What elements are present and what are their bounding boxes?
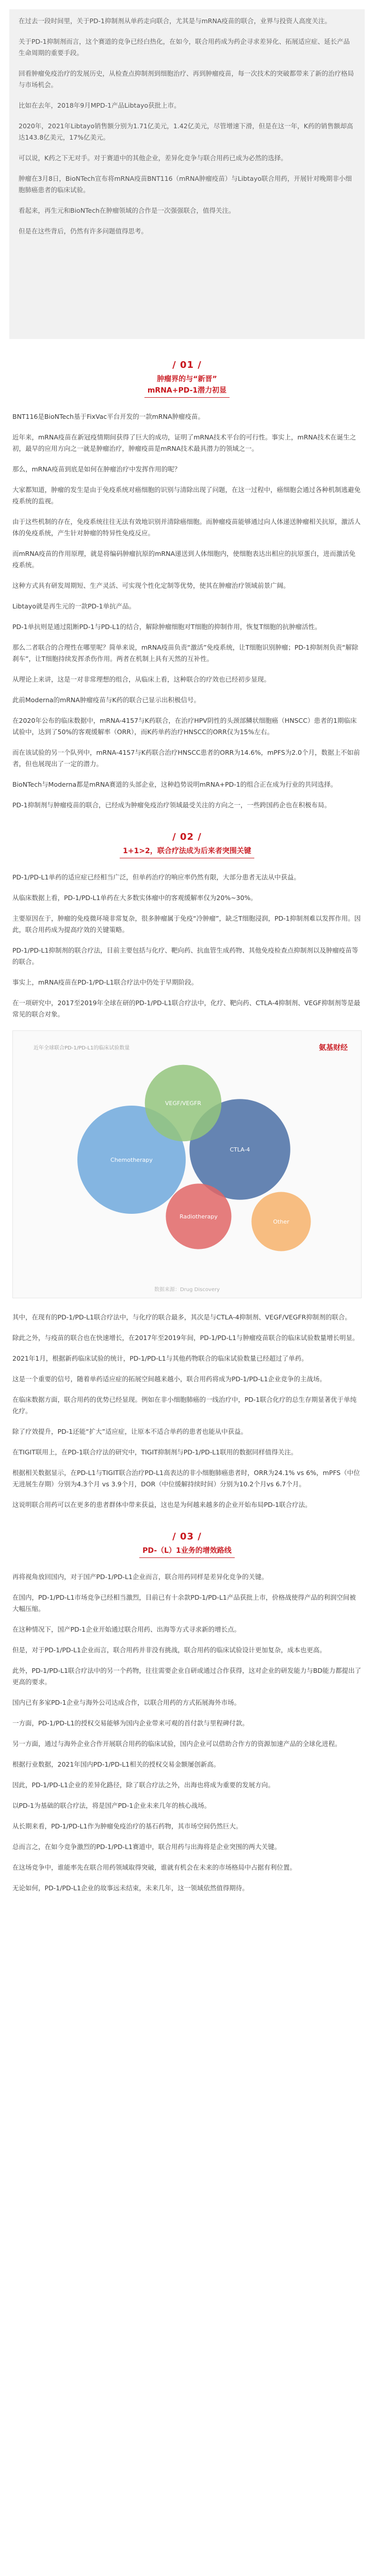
intro-paragraph: 2020年，2021年Libtayo销售额分别为1.71亿美元，1.42亿美元，尽管增速下滑，但是在这一年，K药的销售额却高达143.8亿美元，17%亿美元。 <box>19 122 353 141</box>
body-paragraph: 在这种情况下，国产PD-1企业开始通过联合用药、出海等方式寻求新的增长点。 <box>12 1625 241 1633</box>
body-paragraph: 以PD-1为基础的联合疗法，将是国产PD-1企业未来几年的核心战场。 <box>12 1802 211 1809</box>
body-paragraph: 而在该试验的另一个队列中，mRNA-4157与K药联合治疗HNSCC患者的ORR为14.6%，mPFS为2.0个月，数据上不如前者，但也展现出了一定的潜力。 <box>12 749 360 768</box>
body-paragraph: 那么，mRNA疫苗到底是如何在肿瘤治疗中发挥作用的呢？ <box>12 465 181 473</box>
section-title-line: 肿瘤界的与“新晋” <box>157 375 217 383</box>
body-paragraph: 在TIGIT联用上，在PD-1联合疗法的研究中，TIGIT抑制剂与PD-1/PD-L1联用的数据同样值得关注。 <box>12 1448 298 1456</box>
body-paragraph: 近年来，mRNA疫苗在新冠疫情期间获得了巨大的成功，证明了mRNA技术平台的可行性。事实上，mRNA技术在诞生之初，最早的应用方向之一就是肿瘤治疗，肿瘤疫苗是mRNA技术最具潜力的领域之一。 <box>12 433 356 452</box>
section-number: / 02 / <box>172 832 202 842</box>
body-paragraph: 在临床数据方面，联合用药的优势已经显现。例如在非小细胞肺癌的一线治疗中，PD-1联合化疗的总生存期显著优于单纯化疗。 <box>12 1396 357 1415</box>
chart-caption: 数据来源：Drug Discovery <box>154 1287 220 1293</box>
section-title-line: 1+1>2，联合疗法成为后来者突围关键 <box>123 847 251 855</box>
body-paragraph: 在一项研究中，2017至2019年全球在研的PD-1/PD-L1联合疗法中，化疗、靶向药、CTLA-4抑制剂、VEGF抑制剂等是最常见的联合对象。 <box>12 999 361 1018</box>
body-paragraph: 但是，对于PD-1/PD-L1企业而言，联合用药并非没有挑战，联合用药的临床试验设计更加复杂，成本也更高。 <box>12 1646 326 1654</box>
intro-paragraph: 回看肿瘤免疫治疗的发展历史，从检查点抑制剂到细胞治疗、再到肿瘤疫苗，每一次技术的突破都带来了新的治疗格局与市场机会。 <box>19 70 354 89</box>
body-paragraph: 这说明联合用药可以在更多的患者群体中带来获益，这也是为何越来越多的企业开始布局PD-1联合疗法。 <box>12 1501 312 1509</box>
section-header-2 <box>0 832 374 858</box>
bubble-label: Radiotherapy <box>180 1213 218 1220</box>
body-paragraph: Libtayo就是再生元的一款PD-1单抗产品。 <box>12 602 136 610</box>
section-title <box>144 374 230 398</box>
body-paragraph: 由于这些机制的存在，免疫系统往往无法有效地识别并清除癌细胞。而肿瘤疫苗能够通过向人体递送肿瘤相关抗原，激活人体的免疫系统，产生针对肿瘤的特异性免疫反应。 <box>12 518 361 537</box>
body-paragraph: 因此，PD-1/PD-L1企业的差异化路径，除了联合疗法之外，出海也将成为重要的发展方向。 <box>12 1781 274 1789</box>
body-paragraph: 另一方面，通过与海外企业合作开展联合用药的临床试验，国内企业可以借助合作方的资源加速产品的全球化进程。 <box>12 1740 342 1748</box>
section-header-1 <box>0 360 374 398</box>
body-paragraph: PD-1抑制剂与肿瘤疫苗的联合，已经成为肿瘤免疫治疗领域最受关注的方向之一，一些跨国药企也在积极布局。 <box>12 801 331 809</box>
body-paragraph: 事实上，mRNA疫苗在PD-1/PD-L1联合疗法中仍处于早期阶段。 <box>12 978 198 986</box>
body-paragraph: 总而言之，在如今竞争激烈的PD-1/PD-L1赛道中，联合用药与出海将是企业突围的两大关键。 <box>12 1843 281 1851</box>
section-number: / 01 / <box>172 360 202 370</box>
body-paragraph: 再将视角放回国内，对于国产PD-1/PD-L1企业而言，联合用药同样是差异化竞争的关键。 <box>12 1573 268 1581</box>
intro-box <box>9 9 365 339</box>
bubble-chart <box>12 1030 362 1298</box>
section-body-2b <box>12 1312 362 1511</box>
body-paragraph: PD-1/PD-L1单药的适应症已经相当广泛，但单药治疗的响应率仍然有限，大部分患者无法从中获益。 <box>12 873 300 881</box>
bubble-label: Chemotherapy <box>110 1157 153 1163</box>
bubble-label: Other <box>273 1218 289 1225</box>
body-paragraph: 从长期来看，PD-1/PD-L1作为肿瘤免疫治疗的基石药物，其市场空间仍然巨大。 <box>12 1822 242 1830</box>
body-paragraph: PD-1/PD-L1抑制剂的联合疗法，目前主要包括与化疗、靶向药、抗血管生成药物、其他免疫检查点抑制剂以及肿瘤疫苗等的联合。 <box>12 946 359 965</box>
body-paragraph: 这种方式具有研发周期短、生产灵活、可实现个性化定制等优势，使其在肿瘤治疗领域前景广阔。 <box>12 582 290 589</box>
section-header-3 <box>0 1531 374 1558</box>
body-paragraph: BNT116是BioNTech基于FixVac平台开发的一款mRNA肿瘤疫苗。 <box>12 413 204 420</box>
body-paragraph: 这是一个重要的信号，随着单药适应症的拓展空间越来越小，联合用药将成为PD-1/PD-L1企业竞争的主战场。 <box>12 1375 326 1383</box>
intro-paragraph: 在过去一段时间里，关于PD-1抑制剂从单药走向联合，尤其是与mRNA疫苗的联合，业界与投资人高度关注。 <box>19 17 331 25</box>
section-title-line: mRNA+PD-1潜力初显 <box>147 386 227 395</box>
body-paragraph: 除此之外，与疫苗的联合也在快速增长，在2017年至2019年间，PD-1/PD-L1与肿瘤疫苗联合的临床试验数量增长明显。 <box>12 1334 359 1342</box>
body-paragraph: 国内已有多家PD-1企业与海外公司达成合作，以联合用药的方式拓展海外市场。 <box>12 1699 241 1706</box>
section-body-2 <box>12 872 362 1020</box>
section-title <box>139 1545 235 1558</box>
body-paragraph: 一方面，PD-1/PD-L1的授权交易能够为国内企业带来可观的首付款与里程碑付款。 <box>12 1719 249 1727</box>
body-paragraph: 根据行业数据，2021年国内PD-1/PD-L1相关的授权交易金额屡创新高。 <box>12 1760 220 1768</box>
body-paragraph: 大家都知道，肿瘤的发生是由于免疫系统对癌细胞的识别与清除出现了问题，在这一过程中，癌细胞会通过各种机制逃避免疫系统的监视。 <box>12 486 361 505</box>
intro-paragraph: 看起来，再生元和BioNTech在肿瘤领域的合作是一次强强联合，值得关注。 <box>19 207 235 214</box>
body-paragraph: 在国内，PD-1/PD-L1市场竞争已经相当激烈，目前已有十余款PD-1/PD-L1产品获批上市，价格战使得产品的利润空间被大幅压缩。 <box>12 1594 356 1613</box>
body-paragraph: 此外，PD-1/PD-L1联合疗法中的另一个药物，往往需要企业自研或通过合作获得，这对企业的研发能力与BD能力都提出了更高的要求。 <box>12 1667 362 1686</box>
section-body-3 <box>12 1571 362 1894</box>
section-number: / 03 / <box>172 1531 202 1542</box>
body-paragraph: 那么二者联合的合理性在哪里呢？简单来说，mRNA疫苗负责“激活”免疫系统，让T细胞识别肿瘤；PD-1抑制剂负责“解除刹车”，让T细胞持续发挥杀伤作用。两者在机制上具有天然的互补性。 <box>12 643 359 663</box>
section-title <box>120 845 254 858</box>
body-paragraph: 在这场竞争中，谁能率先在联合用药领域取得突破，谁就有机会在未来的市场格局中占据有利位置。 <box>12 1863 297 1871</box>
section-body-1 <box>12 411 362 811</box>
body-paragraph: 而mRNA疫苗的作用原理，就是将编码肿瘤抗原的mRNA递送到人体细胞内，使细胞表达出相应的抗原蛋白，进而激活免疫系统。 <box>12 550 356 569</box>
body-paragraph: PD-1单抗则是通过阻断PD-1与PD-L1的结合，解除肿瘤细胞对T细胞的抑制作用，恢复T细胞的抗肿瘤活性。 <box>12 623 321 631</box>
body-paragraph: 在2020年公布的临床数据中，mRNA-4157与K药联合，在治疗HPV阴性的头颈部鳞状细胞癌（HNSCC）患者的1期临床试验中，达到了50%的客观缓解率（ORR），而K药单药治疗HNSCC的ORR仅为15%左右。 <box>12 717 357 736</box>
body-paragraph: 根据相关数据显示，在PD-L1与TIGIT联合治疗PD-L1高表达的非小细胞肺癌患者时，ORR为24.1% vs 6%，mPFS（中位无进展生存期）分别为4.3个月 vs 3.9个月，DOR（中位缓解持续时间）分别为10.2个月vs 6.7个月。 <box>12 1469 360 1488</box>
body-paragraph: BioNTech与Moderna都是mRNA赛道的头部企业，这种趋势说明mRNA+PD-1的组合正在成为行业的共同选择。 <box>12 781 337 788</box>
body-paragraph: 其中，在现有的PD-1/PD-L1联合疗法中，与化疗的联合最多，其次是与CTLA-4抑制剂、VEGF/VEGFR抑制剂的联合。 <box>12 1313 351 1321</box>
intro-paragraph: 肿瘤在3月8日，BioNTech宣布将mRNA疫苗BNT116（mRNA肿瘤疫苗）与Libtayo联合用药，开展针对晚期非小细胞肺癌患者的临床试验。 <box>19 175 352 194</box>
body-paragraph: 此前Moderna的mRNA肿瘤疫苗与K药的联合已显示出积极信号。 <box>12 696 201 704</box>
intro-paragraph: 但是在这些背后，仍然有许多问题值得思考。 <box>19 227 148 235</box>
body-paragraph: 2021年1月，根据新药临床试验的统计，PD-1/PD-L1与其他药物联合的临床试验数量已经超过了单药。 <box>12 1354 308 1362</box>
intro-paragraph: 可以说，K药之下无对手。对于赛道中的其他企业，差异化竞争与联合用药已成为必然的选择。 <box>19 154 287 162</box>
brand-logo: 氨基财经 <box>319 1044 348 1052</box>
body-paragraph: 从临床数据上看，PD-1/PD-L1单药在大多数实体瘤中的客观缓解率仅为20%~30%。 <box>12 894 257 902</box>
intro-paragraph: 关于PD-1抑制剂而言，这个赛道的竞争已经白热化，在如今，联合用药成为药企寻求差异化、拓展适应症、延长产品生命周期的重要手段。 <box>19 38 350 57</box>
body-paragraph: 主要原因在于，肿瘤的免疫微环境非常复杂，很多肿瘤属于免疫“冷肿瘤”，缺乏T细胞浸润，PD-1抑制剂难以发挥作用。因此，联合用药成为提高疗效的关键策略。 <box>12 914 361 934</box>
bubble-label: CTLA-4 <box>230 1146 250 1153</box>
body-paragraph: 无论如何，PD-1/PD-L1企业的故事远未结束，未来几年，这一领域依然值得期待。 <box>12 1884 249 1892</box>
intro-paragraph: 比如在去年，2018年9月MPD-1产品Libtayo获批上市。 <box>19 101 181 109</box>
bubble-label: VEGF/VEGFR <box>165 1100 202 1107</box>
bubble-chart-svg <box>13 1031 361 1298</box>
body-paragraph: 除了疗效提升，PD-1还能“扩大”适应症，让原本不适合单药的患者也能从中获益。 <box>12 1428 248 1435</box>
chart-title: 近年全球联合PD-1/PD-L1的临床试验数量 <box>34 1045 130 1051</box>
section-title-line: PD-（L）1业务的增效路线 <box>142 1547 232 1555</box>
body-paragraph: 从理论上来讲，这是一对非常理想的组合，从临床上看，这种联合的疗效也已经初步显现。 <box>12 675 271 683</box>
